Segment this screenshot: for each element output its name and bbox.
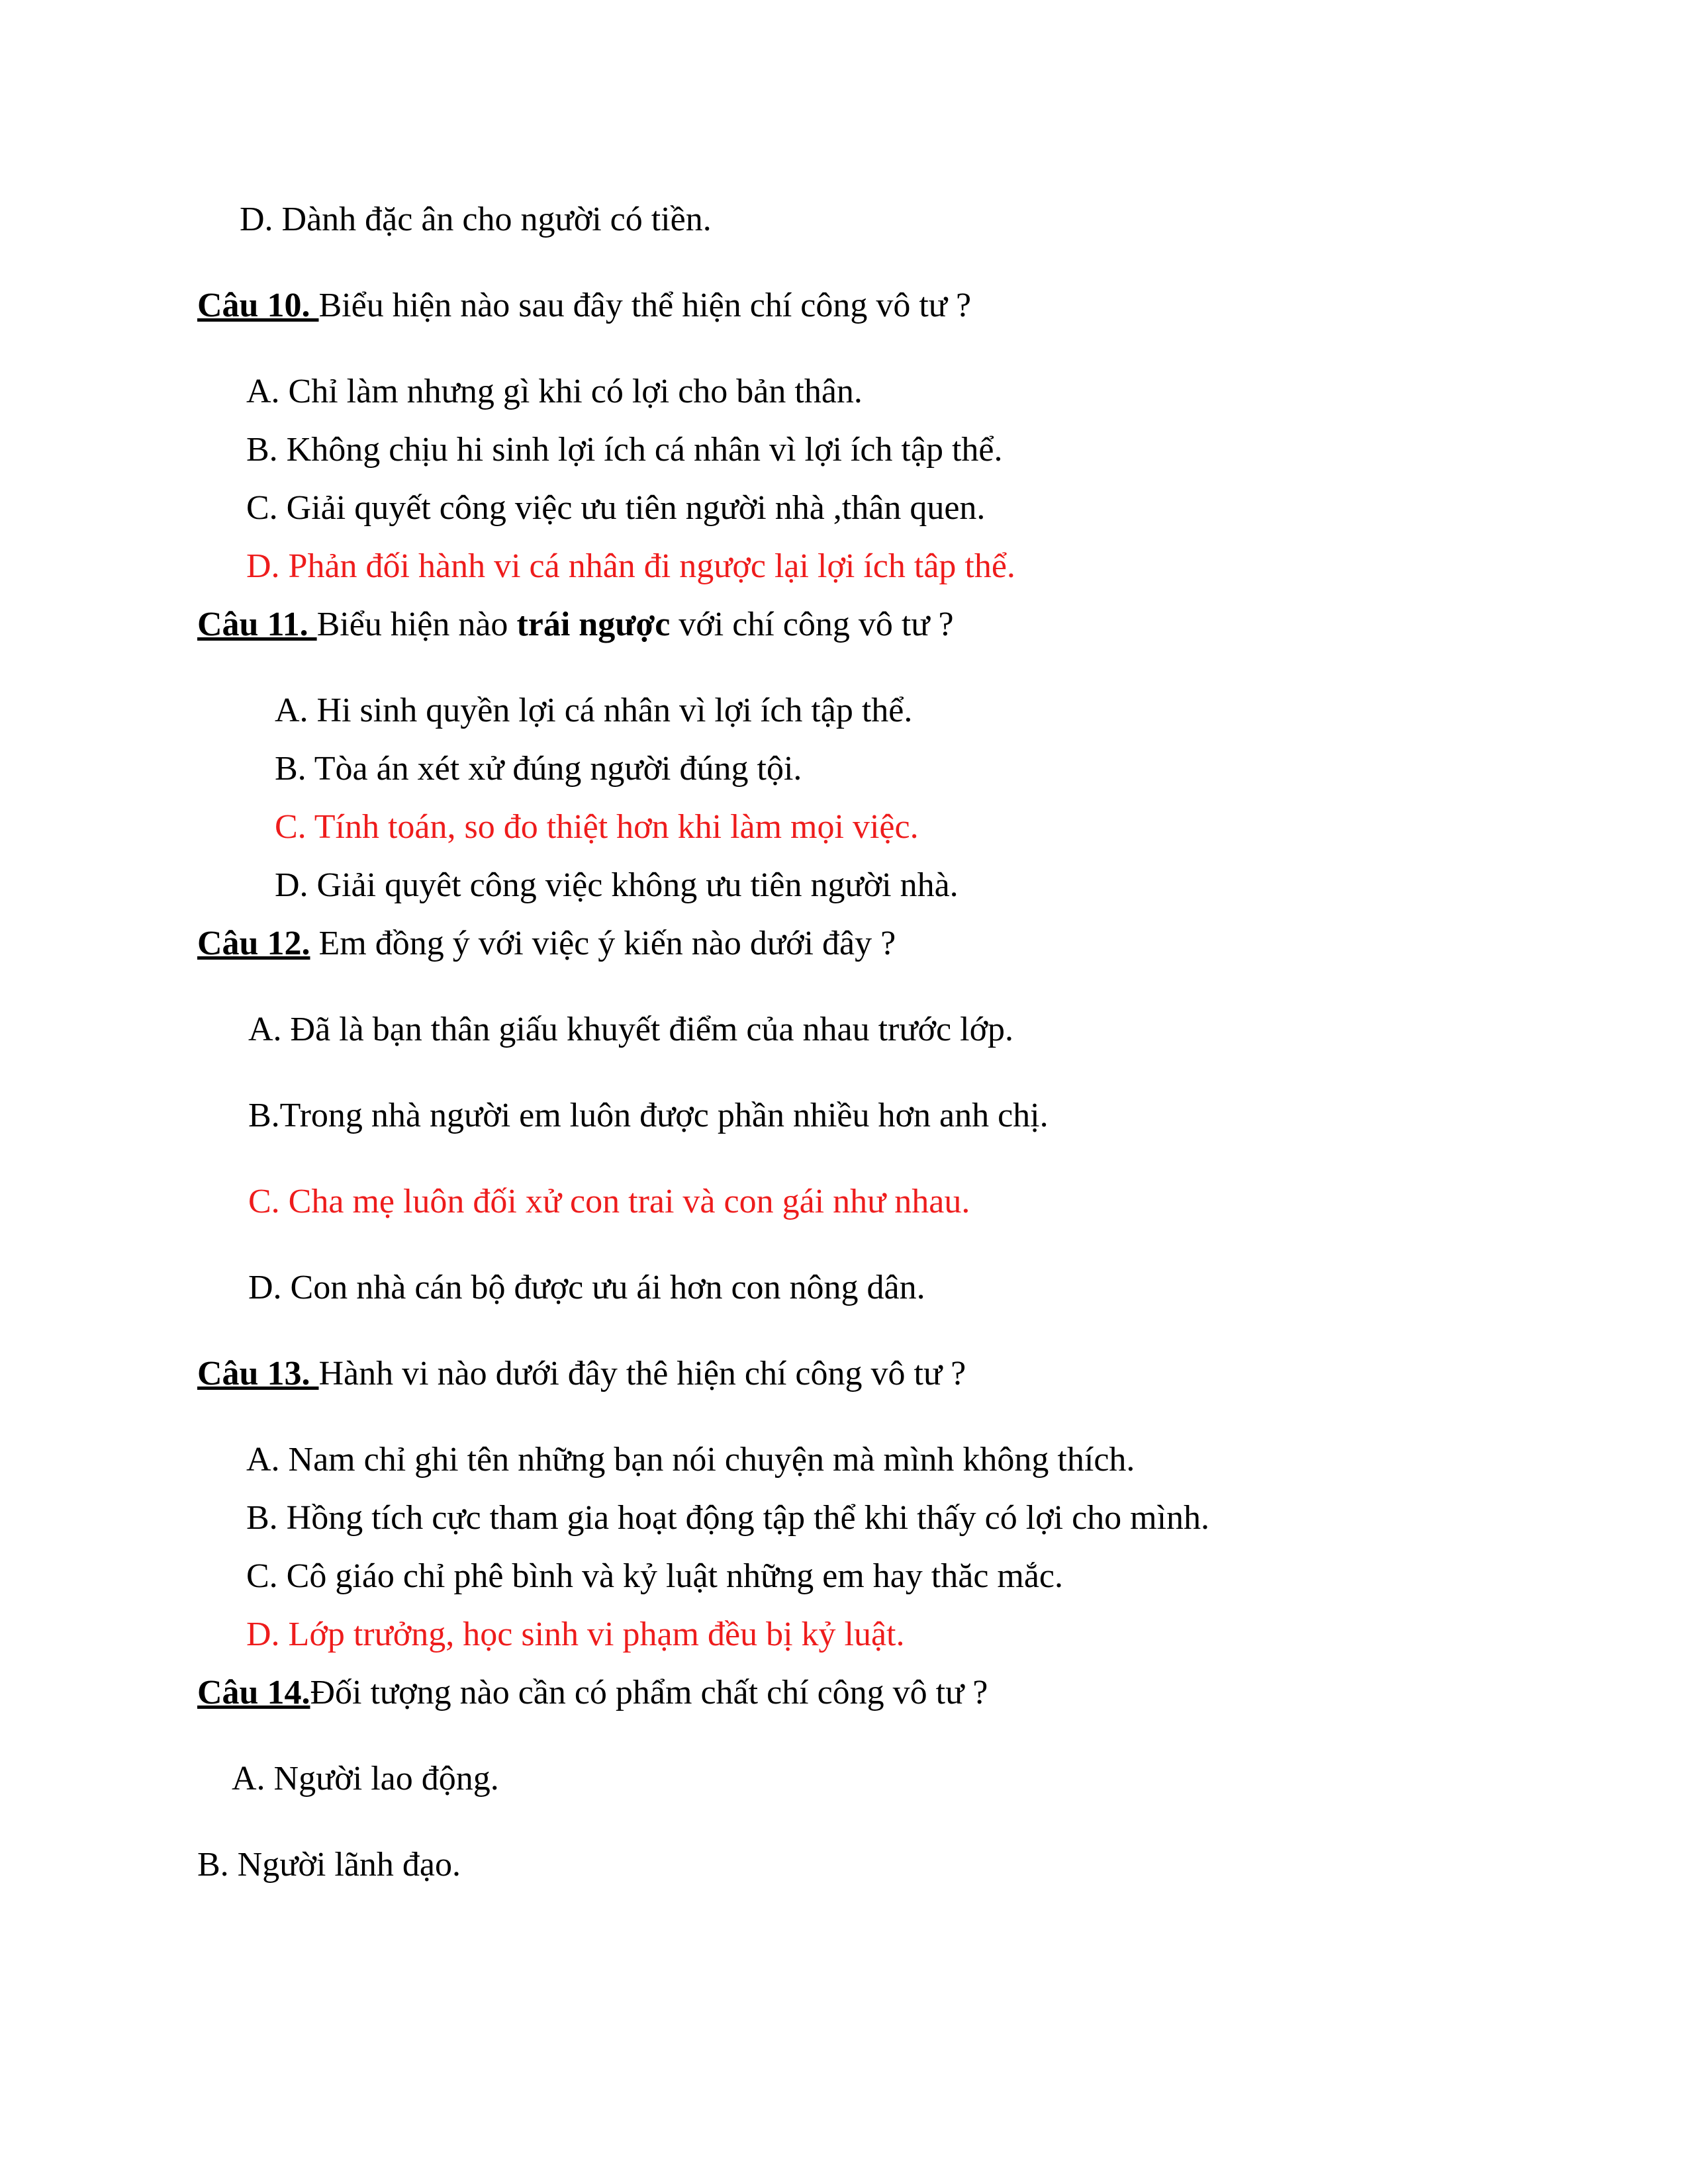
q10-option-d-correct: D. Phản đối hành vi cá nhân đi ngược lại lợi ích tâp thể. (246, 547, 1015, 585)
q13-option-c: C. Cô giáo chỉ phê bình và kỷ luật những em hay thăc mắc. (246, 1557, 1064, 1595)
q12-label: Câu 12. (197, 925, 310, 962)
q13-option-b: B. Hồng tích cực tham gia hoạt động tập thể khi thấy có lợi cho mình. (246, 1499, 1210, 1537)
q14-option-b: B. Người lãnh đạo. (197, 1846, 461, 1884)
q11-option-c-correct: C. Tính toán, so đo thiệt hơn khi làm mọi việc. (275, 808, 919, 846)
q11-question (197, 604, 954, 646)
q12-option-a: A. Đã là bạn thân giấu khuyết điểm của nhau trước lớp. (248, 1011, 1014, 1048)
q11-text-before: Biểu hiện nào (316, 606, 517, 643)
q10-text: Biểu hiện nào sau đây thể hiện chí công vô tư ? (318, 287, 972, 324)
q10-question (197, 285, 971, 327)
q12-option-c-correct: C. Cha mẹ luôn đối xử con trai và con gái như nhau. (248, 1183, 970, 1220)
q10-option-b: B. Không chịu hi sinh lợi ích cá nhân vì lợi ích tập thể. (246, 431, 1003, 469)
q11-text-after: với chí công vô tư ? (670, 606, 954, 643)
q10-label: Câu 10. (197, 287, 319, 324)
q14-label: Câu 14. (197, 1674, 310, 1711)
q13-text: Hành vi nào dưới đây thê hiện chí công vô tư ? (318, 1355, 966, 1392)
q12-text: Em đồng ý với việc ý kiến nào dưới đây ? (310, 925, 896, 962)
q11-option-d: D. Giải quyêt công việc không ưu tiên người nhà. (275, 866, 959, 904)
q11-option-b: B. Tòa án xét xử đúng người đúng tội. (275, 750, 802, 788)
q12-question (197, 923, 896, 965)
q12-option-d: D. Con nhà cán bộ được ưu ái hơn con nông dân. (248, 1269, 925, 1306)
q10-option-c: C. Giải quyết công việc ưu tiên người nhà ,thân quen. (246, 489, 986, 527)
q12-option-b: B.Trong nhà người em luôn được phần nhiều hơn anh chị. (248, 1097, 1049, 1134)
q11-text-emphasis: trái ngược (516, 606, 671, 643)
q11-label: Câu 11. (197, 606, 317, 643)
q13-option-a: A. Nam chỉ ghi tên những bạn nói chuyện mà mình không thích. (246, 1441, 1135, 1479)
q9-option-d: D. Dành đặc ân cho người có tiền. (240, 201, 712, 238)
q13-option-d-correct: D. Lớp trưởng, học sinh vi phạm đều bị kỷ luật. (246, 1615, 905, 1653)
q14-option-a: A. Người lao động. (232, 1760, 499, 1797)
q10-option-a: A. Chỉ làm nhưng gì khi có lợi cho bản thân. (246, 373, 863, 410)
q11-option-a: A. Hi sinh quyền lợi cá nhân vì lợi ích tập thể. (275, 692, 913, 729)
q13-question (197, 1353, 966, 1395)
q13-label: Câu 13. (197, 1355, 319, 1392)
q14-text: Đối tượng nào cần có phẩm chất chí công vô tư ? (310, 1674, 988, 1711)
q14-question (197, 1672, 988, 1714)
